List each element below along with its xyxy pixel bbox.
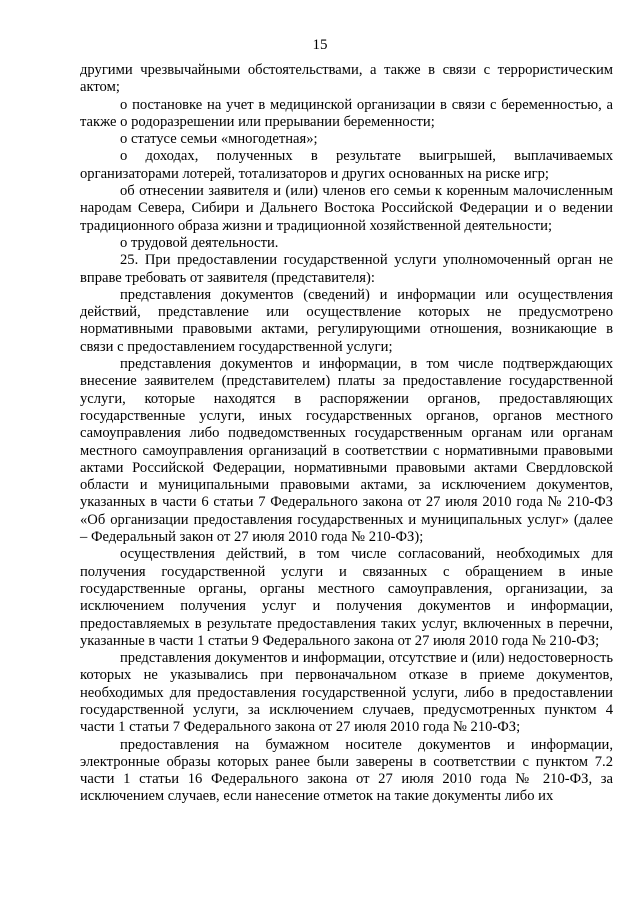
paragraph-paper-documents: предоставления на бумажном носителе документов и информации, электронные образы которых ранее были заверены в соответствии с пунктом 7.2 части 1 статьи 16 Федерального закона от 27 июля 2010 года № 210-ФЗ, за исключением случаев, если нанесение отметок на такие документы либо их: [80, 736, 613, 805]
paragraph-initial-refusal: представления документов и информации, отсутствие и (или) недостоверность которых не указывались при первоначальном отказе в приеме документов, необходимых для предоставления государственной услуги, либо в предоставлении государственной услуги, за исключением случаев, предусмотренных пунктом 4 части 1 статьи 7 Федерального закона от 27 июля 2010 года № 210-ФЗ;: [80, 650, 613, 736]
paragraph-lottery-income: о доходах, полученных в результате выигрышей, выплачиваемых организаторами лотерей, тотализаторов и других основанных на риске игр;: [80, 148, 613, 182]
paragraph-documents-not-required: представления документов (сведений) и информации или осуществления действий, представление или осуществление которых не предусмотрено нормативными правовыми актами, регулирующими отношения, возникающие в связи с предоставлением государственной услуги;: [80, 286, 613, 355]
paragraph-pregnancy-registration: о постановке на учет в медицинской организации в связи с беременностью, а также о родоразрешении или прерывании беременности;: [80, 96, 613, 130]
paragraph-labor-activity: о трудовой деятельности.: [120, 234, 279, 251]
paragraph-approvals: осуществления действий, в том числе согласований, необходимых для получения государственной услуги и связанных с обращением в иные государственные органы, органы местного самоуправления, организации, за исключением получения услуг и получения документов и информации, предоставляемых в результате предоставления таких услуг, включенных в перечни, указанные в части 1 статьи 9 Федерального закона от 27 июля 2010 года № 210-ФЗ;: [80, 546, 613, 649]
paragraph-item-25: 25. При предоставлении государственной услуги уполномоченный орган не вправе требовать от заявителя (представителя):: [80, 252, 613, 286]
page-number: 15: [312, 37, 328, 53]
document-body: [80, 62, 613, 806]
paragraph-large-family-status: о статусе семьи «многодетная»;: [120, 131, 318, 148]
paragraph-documents-held-by-agencies: представления документов и информации, в том числе подтверждающих внесение заявителем (представителем) платы за предоставление государственной услуги, которые находятся в распоряжении органов, предоставляющих государственные услуги, иных государственных органов, органов местного самоуправления либо подведомственных государственным органам или органам местного самоуправления организаций в соответствии с нормативными правовыми актами Российской Федерации, нормативными правовыми актами Свердловской области и муниципальными правовыми актами, за исключением документов, указанных в части 6 статьи 7 Федерального закона от 27 июля 2010 года № 210-ФЗ «Об организации предоставления государственных и муниципальных услуг» (далее – Федеральный закон от 27 июля 2010 года № 210-ФЗ);: [80, 356, 613, 546]
paragraph-indigenous-peoples: об отнесении заявителя и (или) членов его семьи к коренным малочисленным народам Севера, Сибири и Дальнего Востока Российской Федерации и о ведении традиционного образа жизни и традиционной хозяйственной деятельности;: [80, 183, 613, 234]
paragraph-continuation: другими чрезвычайными обстоятельствами, а также в связи с террористическим актом;: [80, 62, 613, 96]
